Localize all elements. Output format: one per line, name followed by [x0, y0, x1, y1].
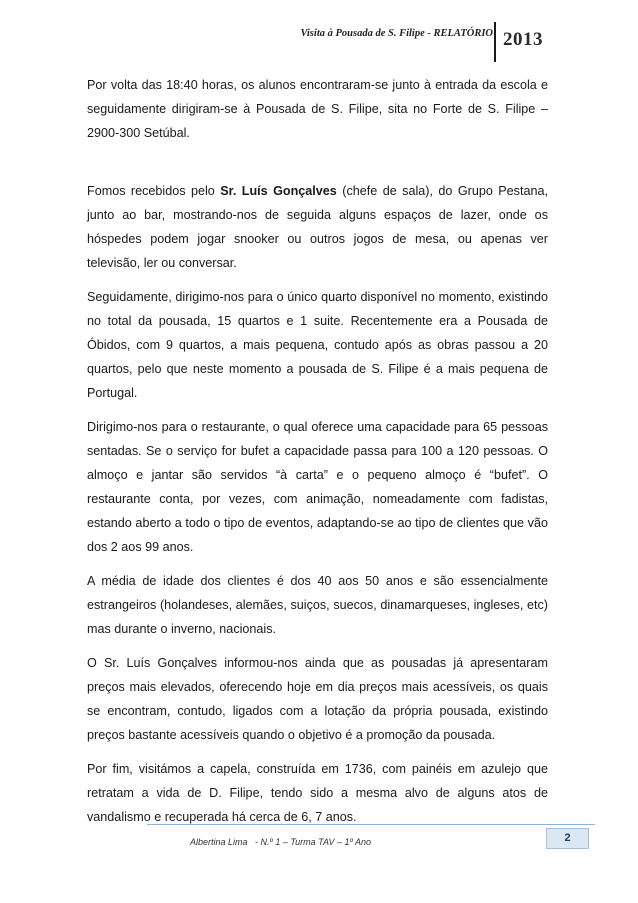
report-year: 2013 [503, 29, 543, 50]
page-footer [0, 824, 638, 864]
paragraph-arrival: Por volta das 18:40 horas, os alunos encontraram-se junto à entrada da escola e seguidamente dirigiram-se à Pousada de S. Filipe, sita no Forte de S. Filipe – 2900-300 Setúbal. [87, 78, 548, 140]
report-body [87, 73, 548, 839]
paragraph-reception-rest: (chefe de sala), do Grupo Pestana, junto ao bar, mostrando-nos de seguida alguns espaços de lazer, onde os hóspedes podem jogar snooker ou outros jogos de mesa, ou apenas ver televisão, ler ou conversar. [87, 184, 548, 270]
paragraph-clients: A média de idade dos clientes é dos 40 aos 50 anos e são essencialmente estrangeiros (holandeses, alemães, suiços, suecos, dinamarqueses, ingleses, etc) mas durante o inverno, nacionais. [87, 574, 548, 636]
paragraph-chapel: Por fim, visitámos a capela, construída em 1736, com painéis em azulejo que retratam a vida de D. Filipe, tendo sido a mesma alvo de alguns atos de vandalismo e recuperada há cerca de 6, 7 anos. [87, 762, 548, 824]
paragraph-restaurant: Dirigimo-nos para o restaurante, o qual oferece uma capacidade para 65 pessoas sentadas. Se o serviço for bufet a capacidade passa para 100 a 120 pessoas. O almoço e jantar são servidos “à carta” e o pequeno almoço é “bufet”. O restaurante conta, por vezes, com animação, nomeadamente com fadistas, estando aberto a todo o tipo de eventos, adaptando-se ao tipo de clientes que vão dos 2 aos 99 anos. [87, 420, 548, 554]
page-header [0, 22, 638, 62]
paragraph-reception-intro: Fomos recebidos pelo [87, 184, 221, 198]
header-divider [494, 22, 496, 62]
page-number-badge: 2 [546, 828, 589, 849]
report-title: Visita à Pousada de S. Filipe - RELATÓRIO [300, 28, 493, 39]
paragraph-rooms: Seguidamente, dirigimo-nos para o único quarto disponível no momento, existindo no total da pousada, 15 quartos e 1 suite. Recentemente era a Pousada de Óbidos, com 9 quartos, a mais pequena, contudo após as obras passou a 20 quartos, pelo que neste momento a pousada de S. Filipe é a mais pequena de Portugal. [87, 290, 548, 400]
paragraph-prices: O Sr. Luís Gonçalves informou-nos ainda que as pousadas já apresentaram preços mais elevados, oferecendo hoje em dia preços mais acessíveis, os quais se encontram, contudo, ligados com a lotação da própria pousada, existindo preços bastante acessíveis quando o objetivo é a promoção da pousada. [87, 656, 548, 742]
footer-author: Albertina Lima - N.º 1 – Turma TAV – 1º Ano [190, 837, 371, 847]
host-name: Sr. Luís Gonçalves [220, 184, 337, 198]
paragraph-reception [87, 179, 548, 275]
footer-divider [147, 824, 595, 825]
